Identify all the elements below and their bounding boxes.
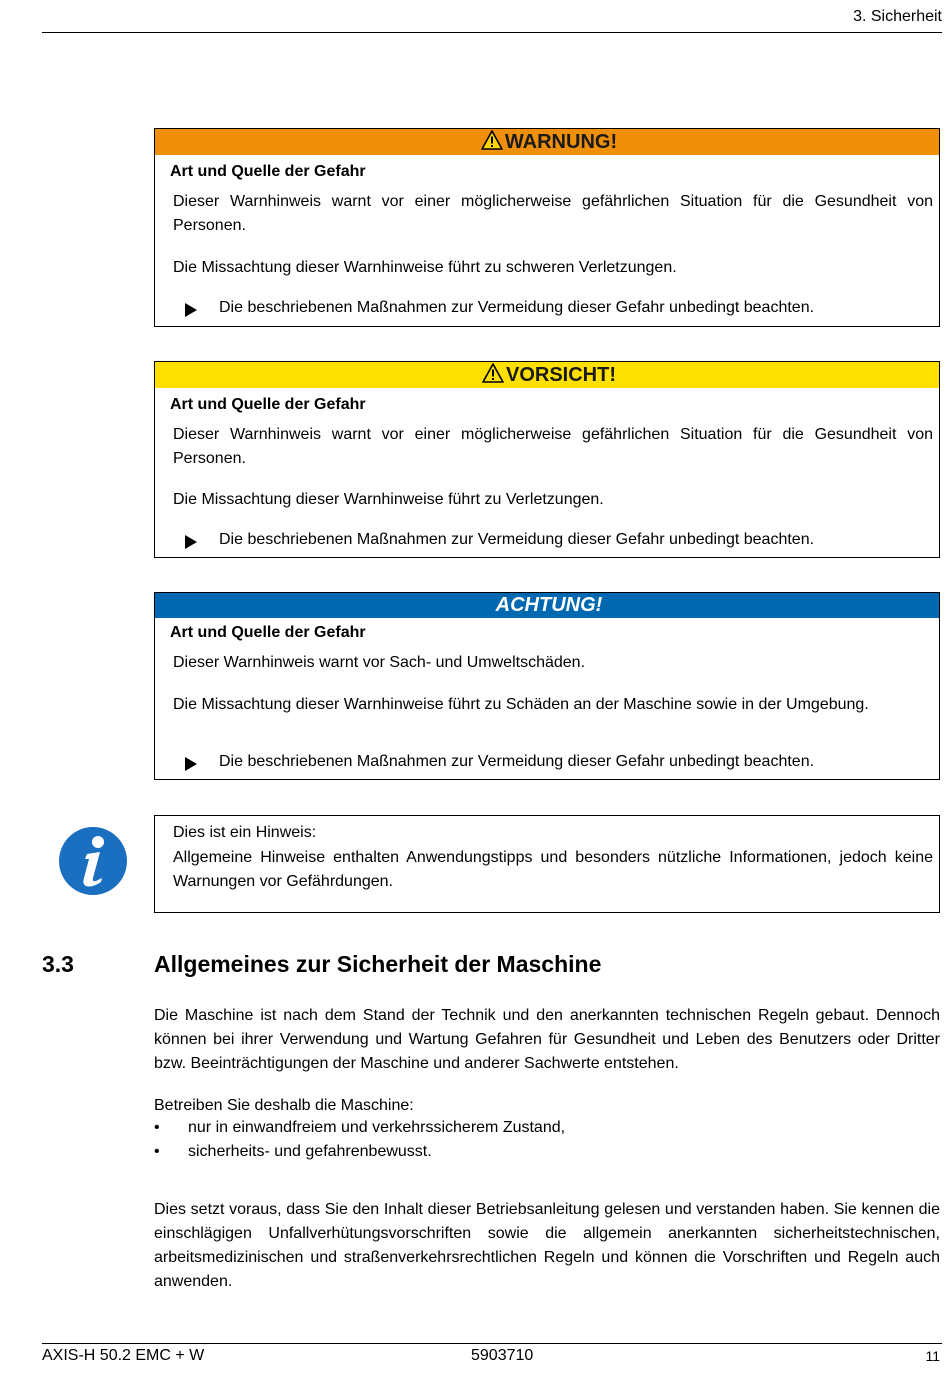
warning-title: WARNUNG! (504, 131, 618, 153)
list-item: sicherheits- und gefahrenbewusst. (188, 1143, 432, 1160)
section-title: Allgemeines zur Sicherheit der Maschine (154, 951, 602, 977)
hint-heading: Dies ist ein Hinweis: (173, 824, 317, 841)
list-intro: Betreiben Sie deshalb die Maschine: (154, 1097, 414, 1114)
footer-doc-number: 5903710 (471, 1347, 534, 1364)
notice-title: ACHTUNG! (495, 594, 603, 616)
section-paragraph-1: Die Maschine ist nach dem Stand der Technik und den anerkannten technischen Regeln gebaut. Dennoch können bei ihrer Verwendung und Wartung Gefahren für Gesundheit und Leben des Benutzers oder Dritter bzw. Beeinträchtigungen der Maschine und anderer Sachwerte entstehen. (154, 1007, 940, 1072)
list-item: nur in einwandfreiem und verkehrssicherem Zustand, (188, 1119, 566, 1136)
list-bullet: • (154, 1119, 160, 1136)
caution-text-1: Dieser Warnhinweis warnt vor einer möglicherweise gefährlichen Situation für die Gesundheit von Personen. (173, 426, 933, 467)
info-icon (58, 826, 128, 896)
caution-text-2: Die Missachtung dieser Warnhinweise führt zu Verletzungen. (173, 491, 604, 508)
warning-title-bar (155, 129, 939, 155)
action-arrow-icon (185, 303, 197, 317)
caution-triangle-icon (482, 363, 504, 383)
footer-page-number: 11 (925, 1348, 940, 1364)
notice-title-bar (155, 593, 939, 618)
list-bullet: • (154, 1143, 160, 1160)
section-number: 3.3 (42, 951, 74, 977)
warning-triangle-icon (481, 130, 503, 150)
header-divider (42, 32, 942, 33)
footer-model: AXIS-H 50.2 EMC + W (42, 1347, 205, 1364)
caution-title: VORSICHT! (506, 364, 616, 386)
running-header-section: 3. Sicherheit (853, 8, 942, 25)
notice-heading: Art und Quelle der Gefahr (170, 624, 366, 641)
warning-text-2: Die Missachtung dieser Warnhinweise führt zu schweren Verletzungen. (173, 259, 677, 276)
warning-text-1: Dieser Warnhinweis warnt vor einer möglicherweise gefährlichen Situation für die Gesundheit von Personen. (173, 193, 933, 234)
action-arrow-icon (185, 535, 197, 549)
caution-box (154, 361, 940, 558)
warning-action: Die beschriebenen Maßnahmen zur Vermeidung dieser Gefahr unbedingt beachten. (219, 299, 815, 316)
notice-action: Die beschriebenen Maßnahmen zur Vermeidung dieser Gefahr unbedingt beachten. (219, 753, 815, 770)
caution-action: Die beschriebenen Maßnahmen zur Vermeidung dieser Gefahr unbedingt beachten. (219, 531, 815, 548)
warning-box (154, 128, 940, 327)
section-paragraph-2: Dies setzt voraus, dass Sie den Inhalt dieser Betriebsanleitung gelesen und verstanden haben. Sie kennen die einschlägigen Unfallverhütungsvorschriften sowie die allgemein anerkannten sicherheitstechnischen, arbeitsmedizinischen und straßenverkehrsrechtlichen Regeln und können die Vorschriften und Regeln auch anwenden. (154, 1201, 940, 1290)
notice-text-2: Die Missachtung dieser Warnhinweise führt zu Schäden an der Maschine sowie in der Umgebung. (173, 696, 869, 713)
hint-box (154, 815, 940, 913)
caution-heading: Art und Quelle der Gefahr (170, 396, 366, 413)
caution-title-bar (155, 362, 939, 388)
warning-heading: Art und Quelle der Gefahr (170, 163, 366, 180)
notice-box (154, 592, 940, 780)
action-arrow-icon (185, 757, 197, 771)
hint-text: Allgemeine Hinweise enthalten Anwendungstipps und besonders nützliche Informationen, jedoch keine Warnungen vor Gefährdungen. (173, 849, 933, 890)
notice-text-1: Dieser Warnhinweis warnt vor Sach- und Umweltschäden. (173, 654, 586, 671)
footer-divider (42, 1343, 942, 1344)
